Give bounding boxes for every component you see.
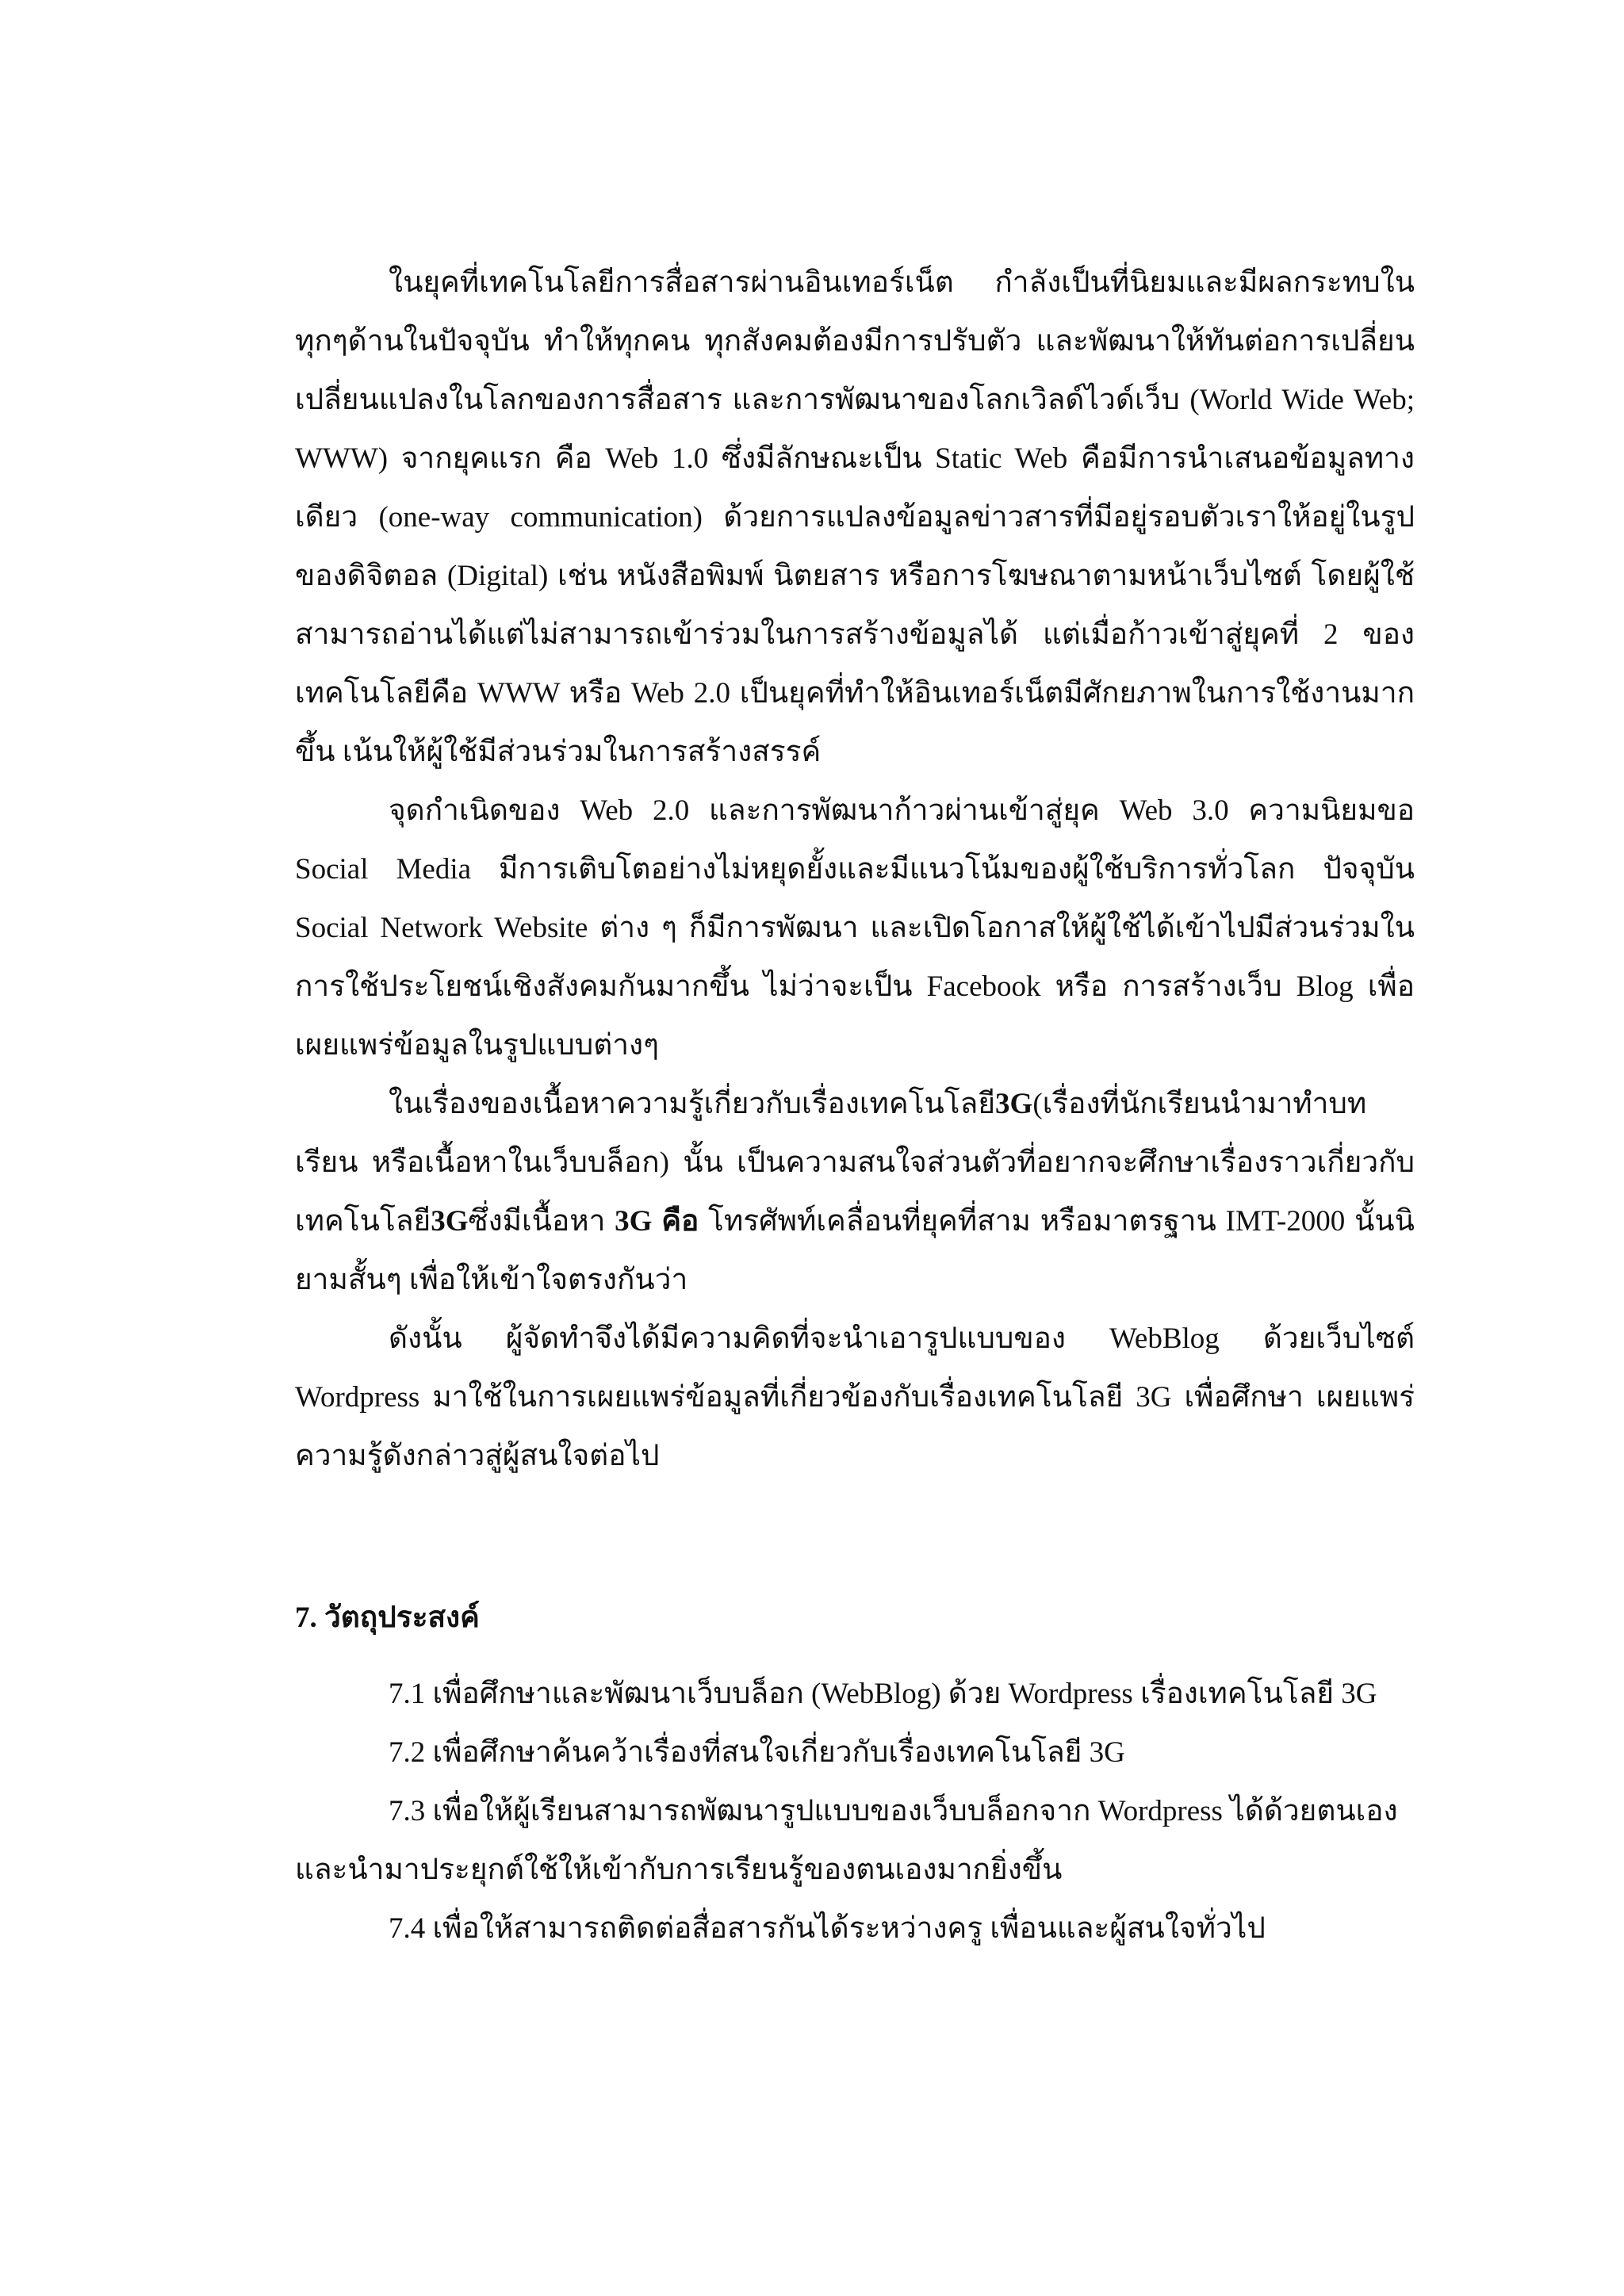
objective-item (295, 1900, 1415, 1958)
para3-text-3: ซึ่งมีเนื้อหา (468, 1205, 615, 1238)
paragraph-3g-content (295, 1075, 1415, 1310)
objective-item (295, 1724, 1415, 1782)
objective-number: 7.1 (389, 1678, 426, 1710)
objective-item (295, 1782, 1415, 1900)
objective-text: เพื่อศึกษาค้นคว้าเรื่องที่สนใจเกี่ยวกับเรื่องเทคโนโลยี 3G (425, 1736, 1125, 1769)
paragraph-intro: ในยุคที่เทคโนโลยีการสื่อสารผ่านอินเทอร์เน็ต กำลังเป็นที่นิยมและมีผลกระทบในทุกๆด้านในปัจจุบัน ทำให้ทุกคน ทุกสังคมต้องมีการปรับตัว และพัฒนาให้ทันต่อการเปลี่ยนเปลี่ยนแปลงในโลกของการสื่อสาร และการพัฒนาของโลกเวิลด์ไวด์เว็บ (World Wide Web; WWW) จากยุคแรก คือ Web 1.0 ซึ่งมีลักษณะเป็น Static Web คือมีการนำเสนอข้อมูลทางเดียว (one-way communication) ด้วยการแปลงข้อมูลข่าวสารที่มีอยู่รอบตัวเราให้อยู่ในรูปของดิจิตอล (Digital) เช่น หนังสือพิมพ์ นิตยสาร หรือการโฆษณาตามหน้าเว็บไซต์ โดยผู้ใช้สามารถอ่านได้แต่ไม่สามารถเข้าร่วมในการสร้างข้อมูลได้ แต่เมื่อก้าวเข้าสู่ยุคที่ 2 ของเทคโนโลยีคือ WWW หรือ Web 2.0 เป็นยุคที่ทำให้อินเทอร์เน็ตมีศักยภาพในการใช้งานมากขึ้น เน้นให้ผู้ใช้มีส่วนร่วมในการสร้างสรรค์ (295, 266, 1415, 768)
objective-text: เพื่อให้สามารถติดต่อสื่อสารกันได้ระหว่างครู เพื่อนและผู้สนใจทั่วไป (425, 1912, 1266, 1945)
section-heading-objectives: 7. วัตถุประสงค์ (295, 1601, 480, 1634)
para3-text-4: โทรศัพท์เคลื่อนที่ยุคที่สาม หรือมาตรฐาน IMT-2000 นั้นนิยามสั้นๆ เพื่อให้เข้าใจตรงกันว่า (295, 1205, 1415, 1296)
paragraph-conclusion: ดังนั้น ผู้จัดทำจึงได้มีความคิดที่จะนำเอารูปแบบของ WebBlog ด้วยเว็บไซต์ Wordpress มาใช้ในการเผยแพร่ข้อมูลที่เกี่ยวข้องกับเรื่องเทคโนโลยี 3G เพื่อศึกษา เผยแพร่ความรู้ดังกล่าวสู่ผู้สนใจต่อไป (295, 1322, 1415, 1472)
para3-text-2: (เรื่องที่นักเรียนนำมาทำบทเรียน หรือเนื้อหาในเว็บบล็อก) นั้น เป็นความสนใจส่วนตัวที่อยากจะศึกษาเรื่องราวเกี่ยวกับเทคโนโลยี (295, 1088, 1415, 1238)
para3-bold-3: 3G คือ (615, 1205, 699, 1238)
objectives-list (295, 1665, 1415, 1958)
para3-bold-2: 3G (431, 1205, 469, 1238)
document-body (295, 254, 1415, 1958)
objective-text: เพื่อศึกษาและพัฒนาเว็บบล็อก (WebBlog) ด้วย Wordpress เรื่องเทคโนโลยี 3G (425, 1678, 1377, 1710)
objective-text: เพื่อให้ผู้เรียนสามารถพัฒนารูปแบบของเว็บบล็อกจาก Wordpress ได้ด้วยตนเองและนำมาประยุกต์ใช้ให้เข้ากับการเรียนรู้ของตนเองมากยิ่งขึ้น (295, 1795, 1398, 1886)
objective-number: 7.4 (389, 1912, 426, 1945)
objective-number: 7.3 (389, 1795, 426, 1827)
paragraph-web-evolution: จุดกำเนิดของ Web 2.0 และการพัฒนาก้าวผ่านเข้าสู่ยุค Web 3.0 ความนิยมขอ Social Media มีการเติบโตอย่างไม่หยุดยั้งและมีแนวโน้มของผู้ใช้บริการทั่วโลก ปัจจุบัน Social Network Website ต่าง ๆ ก็มีการพัฒนา และเปิดโอกาสให้ผู้ใช้ได้เข้าไปมีส่วนร่วมในการใช้ประโยชน์เชิงสังคมกันมากขึ้น ไม่ว่าจะเป็น Facebook หรือ การสร้างเว็บ Blog เพื่อเผยแพร่ข้อมูลในรูปแบบต่างๆ (295, 794, 1415, 1062)
objective-number: 7.2 (389, 1736, 426, 1769)
objective-item (295, 1665, 1415, 1724)
para3-text-1: ในเรื่องของเนื้อหาความรู้เกี่ยวกับเรื่องเทคโนโลยี (389, 1088, 996, 1120)
para3-bold-1: 3G (995, 1088, 1033, 1120)
